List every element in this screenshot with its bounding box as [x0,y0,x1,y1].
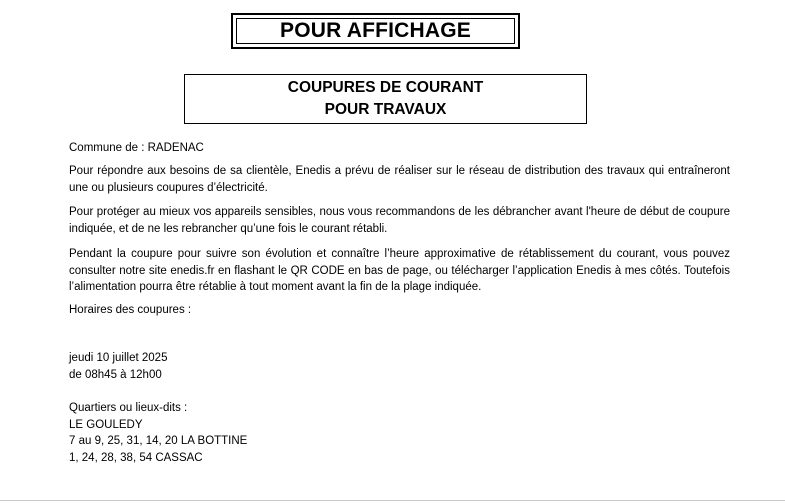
location-item: 7 au 9, 25, 31, 14, 20 LA BOTTINE [69,435,248,447]
schedule-time: de 08h45 à 12h00 [69,368,162,381]
title-line-1: COUPURES DE COURANT [287,79,484,96]
paragraph-2-text: Pour protéger au mieux vos appareils sensibles, nous vous recommandons de les débrancher avant l'heure de début de coupure indiquée, et de ne les rebrancher qu’une fois le courant rétabli. [69,206,730,235]
paragraph-3-text: Pendant la coupure pour suivre son évolution et connaître l’heure approximative de rétablissement du courant, vous pouvez consulter notre site enedis.fr en flashant le QR CODE en bas de page, ou télécharger l’application Enedis à mes côtés. Toutefois l’alimentation pourra être rétablie à tout moment avant la fin de la plage indiquée. [69,248,730,293]
title-line-2: POUR TRAVAUX [324,101,447,118]
schedule-date: jeudi 10 juillet 2025 [69,352,168,364]
paragraph-3 [69,246,730,296]
location-item: LE GOULEDY [69,418,143,431]
paragraph-1-text: Pour répondre aux besoins de sa clientèle, Enedis a prévu de réaliser sur le réseau de distribution des travaux qui entraîneront une ou plusieurs coupures d’électricité. [69,165,730,194]
location-item: 1, 24, 28, 38, 54 CASSAC [69,451,203,464]
schedule-label: Horaires des coupures : [69,304,192,316]
locations-label: Quartiers ou lieux-dits : [69,402,188,414]
title-frame [184,74,587,124]
page-bottom-divider [0,500,785,501]
commune-line: Commune de : RADENAC [69,142,204,154]
paragraph-2 [69,204,730,237]
schedule-block [69,350,167,383]
headline: POUR AFFICHAGE [236,18,515,44]
locations-block [69,400,247,466]
paragraph-1 [69,163,730,196]
headline-frame [231,13,520,49]
